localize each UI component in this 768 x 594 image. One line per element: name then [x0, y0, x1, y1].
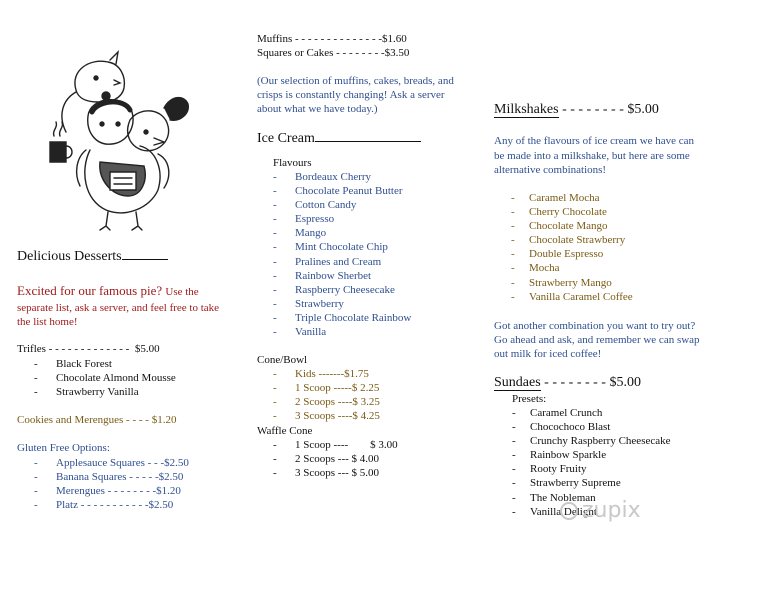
- combo-note-line-3: out milk for iced coffee!: [494, 348, 602, 360]
- pie-promo-line-3: the list home!: [17, 316, 78, 328]
- list-item: - Cherry Chocolate: [511, 206, 607, 219]
- watermark: zupix: [560, 498, 641, 523]
- list-item: - Black Forest: [34, 358, 112, 370]
- list-item: - Chocolate Strawberry: [511, 234, 626, 247]
- list-item: - 3 Scoops ----$ 4.25: [273, 410, 380, 423]
- cone-bowl-list: [273, 367, 380, 423]
- list-item: - 3 Scoops --- $ 5.00: [273, 467, 380, 480]
- bird-illustration: [40, 50, 210, 240]
- list-item: - Platz - - - - - - - - - - -$2.50: [34, 499, 174, 512]
- squares-cakes-price: Squares or Cakes - - - - - - - -$3.50: [257, 47, 410, 59]
- list-item: - Banana Squares - - - - -$2.50: [34, 471, 184, 484]
- list-item: - Raspberry Cheesecake: [273, 283, 395, 296]
- list-item: - The Nobleman: [512, 491, 596, 504]
- list-item: - Merengues - - - - - - - -$1.20: [34, 485, 181, 498]
- list-item: - Espresso: [273, 213, 335, 226]
- selection-note-line-2: crisps is constantly changing! Ask a server: [257, 89, 445, 101]
- list-item: - 2 Scoops ----$ 3.25: [273, 396, 380, 409]
- selection-note-line-1: (Our selection of muffins, cakes, breads, and: [257, 75, 454, 87]
- list-item: - Bordeaux Cherry: [273, 171, 372, 183]
- list-item: - 1 Scoop ---- $ 3.00: [273, 439, 398, 451]
- list-item: - Vanilla: [273, 326, 327, 339]
- list-item: - Rooty Fruity: [512, 463, 587, 476]
- list-item: - Kids -------$1.75: [273, 368, 369, 380]
- list-item: - Crunchy Raspberry Cheesecake: [512, 435, 671, 448]
- muffins-price: Muffins - - - - - - - - - - - - - -$1.60: [257, 33, 407, 45]
- combo-note-line-1: Got another combination you want to try out?: [494, 320, 696, 332]
- list-item: - Strawberry Vanilla: [34, 386, 139, 399]
- list-item: - Mocha: [511, 262, 560, 275]
- pie-promo-line-1: Excited for our famous pie? Use the: [17, 283, 199, 298]
- cone-bowl-label: Cone/Bowl: [257, 354, 308, 366]
- list-item: - Mango: [273, 227, 327, 240]
- milkshake-note-line-2: be made into a milkshake, but here are some: [494, 150, 690, 162]
- gluten-free-header: Gluten Free Options:: [17, 442, 110, 454]
- list-item: - Applesauce Squares - - -$2.50: [34, 457, 189, 469]
- list-item: - 2 Scoops --- $ 4.00: [273, 453, 380, 466]
- list-item: - Chocolate Peanut Butter: [273, 185, 403, 198]
- list-item: - Strawberry Mango: [511, 276, 612, 289]
- list-item: - 1 Scoop -----$ 2.25: [273, 382, 380, 395]
- delicious-desserts-heading: Delicious Desserts: [17, 249, 168, 264]
- milkshakes-heading: Milkshakes - - - - - - - - $5.00: [494, 102, 659, 117]
- list-item: - Caramel Crunch: [512, 407, 603, 419]
- gluten-free-list: [34, 456, 189, 512]
- milkshake-note-line-3: alternative combinations!: [494, 164, 607, 176]
- trifles-header: Trifles - - - - - - - - - - - - - $5.00: [17, 343, 160, 355]
- list-item: - Caramel Mocha: [511, 192, 600, 204]
- list-item: - Double Espresso: [511, 248, 604, 261]
- list-item: - Chocolate Almond Mousse: [34, 372, 176, 385]
- list-item: - Chocolate Mango: [511, 220, 608, 233]
- selection-note-line-3: about what we have today.): [257, 103, 378, 115]
- list-item: - Strawberry: [273, 297, 344, 310]
- ice-cream-heading: Ice Cream: [257, 131, 421, 146]
- list-item: - Vanilla Delight: [512, 505, 597, 518]
- presets-label: Presets:: [512, 393, 547, 405]
- waffle-cone-label: Waffle Cone: [257, 425, 313, 437]
- combo-note-line-2: Go ahead and ask, and remember we can swap: [494, 334, 700, 346]
- pie-promo-line-2: separate list, ask a server, and feel free to take: [17, 302, 220, 314]
- waffle-cone-list: [273, 438, 398, 480]
- list-item: - Mint Chocolate Chip: [273, 241, 388, 254]
- milkshake-note-line-1: Any of the flavours of ice cream we have can: [494, 135, 695, 147]
- flavours-list: [273, 170, 411, 339]
- watermark-icon: [560, 502, 578, 520]
- list-item: - Rainbow Sherbet: [273, 269, 372, 282]
- sundaes-heading: Sundaes - - - - - - - - $5.00: [494, 375, 641, 390]
- list-item: - Triple Chocolate Rainbow: [273, 311, 412, 324]
- list-item: - Strawberry Supreme: [512, 477, 621, 490]
- list-item: - Rainbow Sparkle: [512, 449, 607, 462]
- list-item: - Pralines and Cream: [273, 255, 382, 268]
- list-item: - Vanilla Caramel Coffee: [511, 290, 633, 303]
- flavours-label: Flavours: [273, 157, 312, 169]
- milkshakes-list: [511, 191, 633, 304]
- list-item: - Chocochoco Blast: [512, 421, 611, 434]
- list-item: - Cotton Candy: [273, 199, 357, 212]
- cookies-merengues-price: Cookies and Merengues - - - - $1.20: [17, 414, 177, 426]
- trifles-list: [34, 357, 176, 399]
